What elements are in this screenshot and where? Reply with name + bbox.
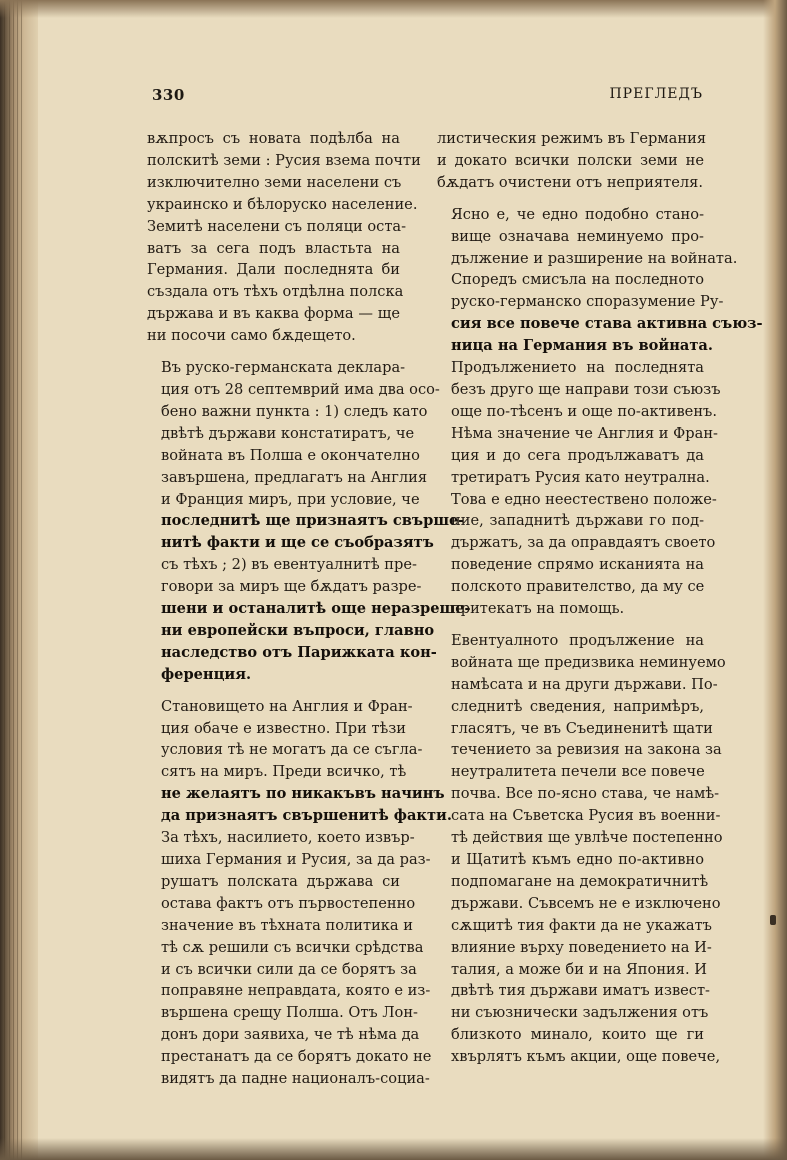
text-line: следнитѣ сведения, напримѣръ, [451, 697, 704, 715]
right-paragraph-2 [437, 204, 763, 620]
left-paragraph-3 [147, 696, 452, 1090]
text-line: листическия режимъ въ Германия [437, 130, 707, 147]
text-line: ние, западнитѣ държави го под- [451, 512, 704, 530]
book-binding [0, 0, 38, 1160]
text-line: Земитѣ населени съ поляци оста- [147, 217, 407, 235]
text-line: Споредъ смисъла на последното [451, 271, 704, 289]
text-line: ница на Германия въ войната. [451, 337, 713, 355]
text-line: Ясно е, че едно подобно стано- [451, 205, 704, 223]
text-line: държатъ, за да оправдаятъ своето [451, 534, 716, 552]
text-line: хвърлятъ къмъ акции, още повече, [451, 1048, 721, 1066]
text-line: поправяне неправдата, която е из- [161, 982, 431, 1000]
page-bottom-edge [0, 1138, 787, 1160]
text-line: подпомагане на демократичнитѣ [451, 872, 709, 890]
text-line: последнитѣ ще признаятъ свърше- [161, 512, 465, 530]
text-line: гласятъ, че въ Съединенитѣ щати [451, 719, 713, 737]
text-line: тѣ сѫ решили съ всички срѣдства [161, 938, 424, 956]
text-line: да признаятъ свършенитѣ факти. [161, 807, 452, 825]
text-line: течението за ревизия на закона за [451, 741, 722, 759]
running-title: ПРЕГЛЕДЪ [609, 86, 703, 102]
text-line: третиратъ Русия като неутрална. [451, 468, 710, 486]
text-line: сятъ на миръ. Преди всичко, тѣ [161, 763, 407, 781]
text-line: и Щатитѣ къмъ едно по-активно [451, 851, 704, 868]
right-column [437, 128, 763, 1078]
right-paragraph-1 [437, 128, 707, 194]
text-line: значение въ тѣхната политика и [161, 916, 413, 934]
text-line: не желаятъ по никакъвъ начинъ [161, 785, 445, 803]
left-paragraph-2 [147, 357, 471, 686]
text-line: полскитѣ земи : Русия взема почти [147, 151, 421, 169]
text-line: влияние върху поведението на И- [451, 938, 712, 956]
text-line: украинско и бѣлоруско население. [147, 195, 418, 213]
text-line: ватъ за сега подъ властьта на [147, 239, 400, 257]
text-line: рушатъ полската държава си [161, 872, 400, 890]
text-line: сѫщитѣ тия факти да не укажатъ [451, 916, 712, 934]
text-line: и докато всички полски земи не [437, 151, 704, 169]
text-line: бѫдатъ очистени отъ неприятеля. [437, 173, 704, 191]
text-line: поведение спрямо исканията на [451, 556, 704, 574]
text-line: завършена, предлагатъ на Англия [161, 468, 428, 486]
text-line: тѣ действия ще увлѣче постепенно [451, 829, 723, 847]
text-line: близкото минало, които ще ги [451, 1026, 704, 1044]
text-line: безъ друго ще направи този съюзъ [451, 380, 721, 398]
text-line: неутралитета печели все повече [451, 763, 705, 781]
text-line: двѣтѣ държави констатиратъ, че [161, 424, 415, 442]
text-line: ференция. [161, 665, 252, 683]
text-line: намѣсата и на други държави. По- [451, 675, 718, 693]
text-line: държави. Съвсемъ не е изключено [451, 894, 721, 912]
text-line: полското правителство, да му се [451, 578, 705, 596]
text-line: условия тѣ не могатъ да се съгла- [161, 741, 423, 759]
text-line: бено важни пункта : 1) следъ като [161, 402, 428, 420]
text-line: Евентуалното продължение на [451, 631, 704, 649]
text-line: съ тѣхъ ; 2) въ евентуалнитѣ пре- [161, 556, 417, 574]
text-line: сата на Съветска Русия въ военни- [451, 807, 721, 825]
text-line: войната ще предизвика неминуемо [451, 653, 726, 671]
text-line: Продължението на последнята [451, 359, 704, 377]
text-line: изключително земи населени съ [147, 173, 402, 191]
text-line: вище означава неминуемо про- [451, 227, 704, 245]
page-clip-mark [770, 915, 776, 925]
text-line: вѫпросъ съ новата подѣлба на [147, 130, 400, 147]
text-line: Въ руско-германската деклара- [161, 359, 406, 377]
text-line: Германия. Дали последнята би [147, 261, 400, 279]
text-line: почва. Все по-ясно става, че намѣ- [451, 785, 720, 803]
text-line: Нѣма значение че Англия и Фран- [451, 424, 718, 442]
text-line: говори за миръ ще бѫдатъ разре- [161, 578, 422, 596]
page-number: 330 [152, 86, 185, 104]
text-line: шиха Германия и Русия, за да раз- [161, 851, 431, 868]
left-column [147, 128, 471, 1100]
text-line: вършена срещу Полша. Отъ Лон- [161, 1004, 418, 1022]
text-line: нитѣ факти и ще се съобразятъ [161, 534, 434, 552]
text-line: дължение и разширение на войната. [451, 249, 738, 267]
text-line: създала отъ тѣхъ отдѣлна полска [147, 283, 404, 301]
text-line: наследство отъ Парижката кон- [161, 643, 437, 661]
page-right-edge [763, 0, 787, 1160]
left-paragraph-1 [147, 128, 421, 347]
text-line: видятъ да падне националъ-социа- [161, 1070, 430, 1088]
text-line: остава фактъ отъ първостепенно [161, 894, 416, 912]
text-line: Становището на Англия и Фран- [161, 697, 413, 715]
text-line: сия все повече става активна съюз- [451, 315, 763, 333]
text-line: шени и останалитѣ още неразреше- [161, 600, 471, 618]
right-paragraph-3 [437, 630, 726, 1068]
text-line: държава и въ каква форма — ще [147, 305, 400, 323]
text-line: престанатъ да се борятъ докато не [161, 1048, 432, 1066]
text-line: Това е едно неестествено положе- [451, 490, 717, 508]
text-line: ни посочи само бѫдещето. [147, 327, 356, 345]
text-line: войната въ Полша е окончателно [161, 446, 420, 464]
text-line: За тѣхъ, насилието, което извър- [161, 829, 415, 847]
text-line: ция отъ 28 септемврий има два осо- [161, 380, 440, 398]
text-line: още по-тѣсенъ и още по-активенъ. [451, 402, 717, 420]
text-line: ни съюзнически задължения отъ [451, 1004, 709, 1022]
text-line: ция и до сега продължаватъ да [451, 446, 704, 464]
text-line: донъ дори заявиха, че тѣ нѣма да [161, 1026, 420, 1044]
page-top-edge [0, 0, 787, 18]
text-line: притекатъ на помощь. [451, 600, 625, 618]
text-line: талия, а може би и на Япония. И [451, 960, 707, 978]
text-line: ни европейски въпроси, главно [161, 621, 435, 639]
text-line: и съ всички сили да се борятъ за [161, 960, 417, 978]
text-line: двѣтѣ тия държави иматъ извест- [451, 982, 710, 1000]
text-line: руско-германско споразумение Ру- [451, 293, 724, 311]
text-line: и Франция миръ, при условие, че [161, 490, 420, 508]
text-line: ция обаче е известно. При тѣзи [161, 719, 407, 737]
